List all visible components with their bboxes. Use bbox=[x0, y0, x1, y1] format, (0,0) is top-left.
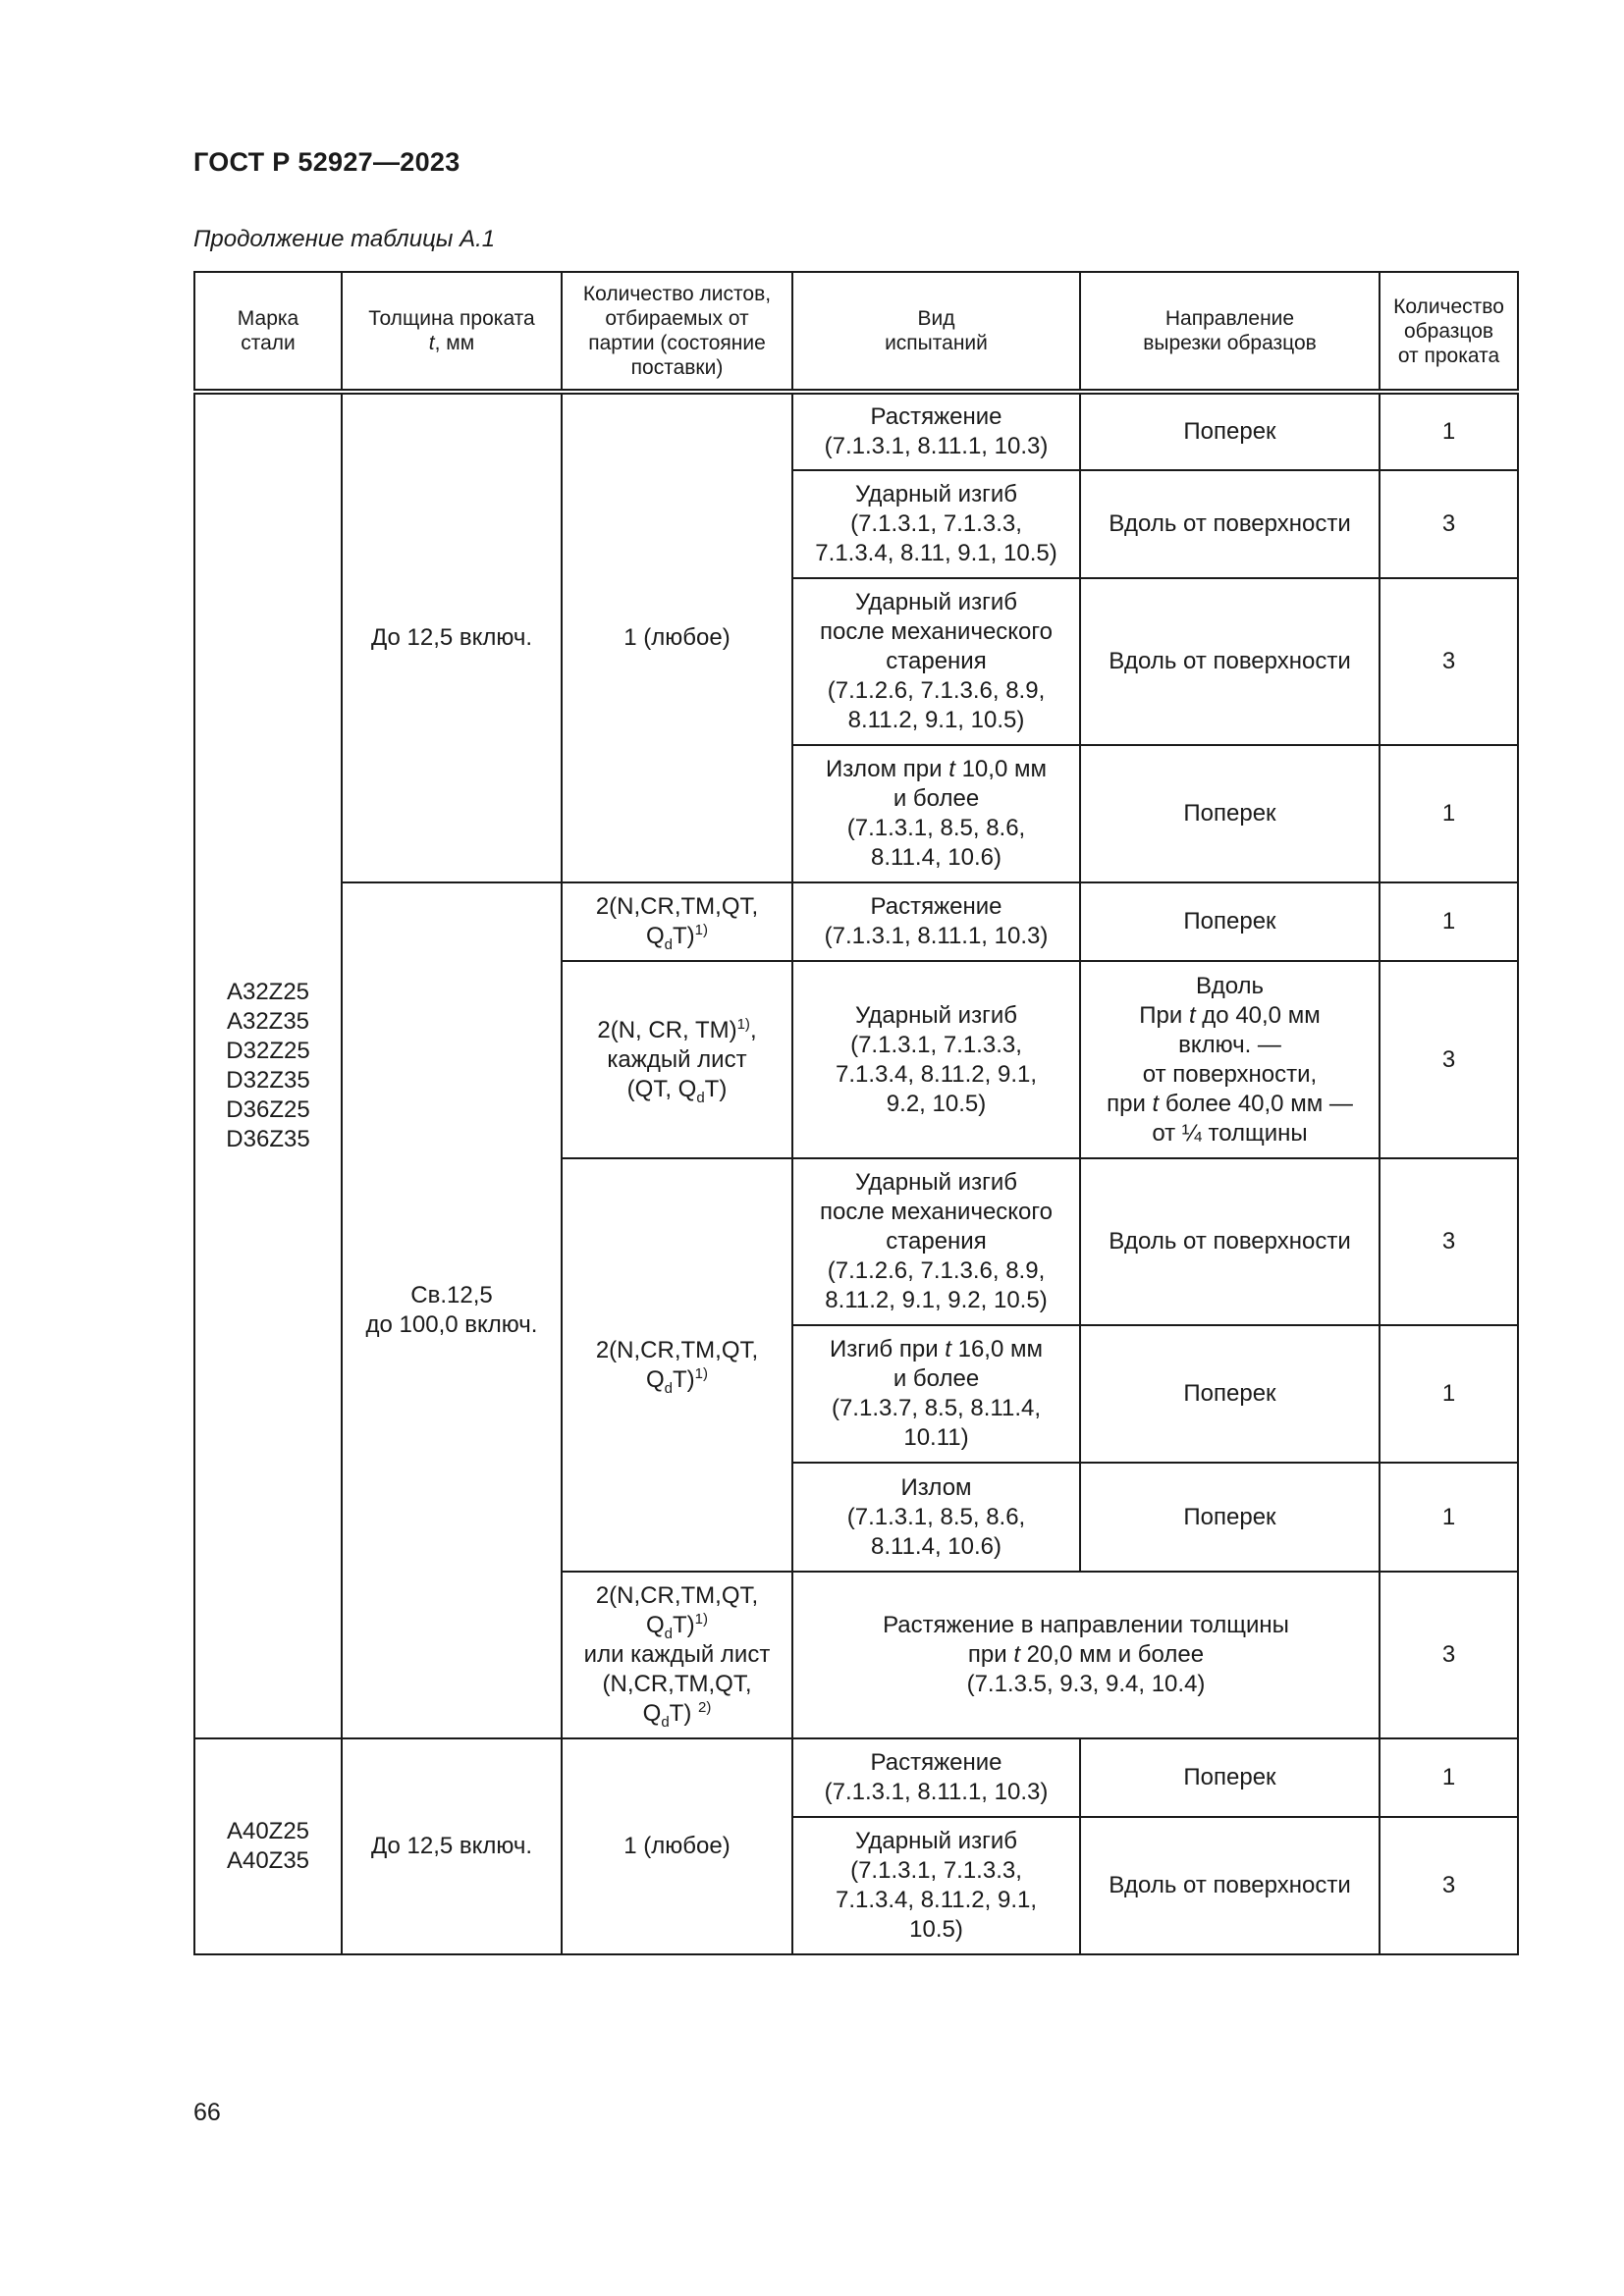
sheets-text: T) bbox=[673, 923, 695, 949]
test-text: 10,0 мм и более (7.1.3.1, 8.5, 8.6, 8.11.4, 10.6) bbox=[846, 756, 1047, 871]
sheets-text: T) bbox=[704, 1075, 728, 1102]
table-header-row bbox=[194, 272, 1518, 392]
sheets-text: T) bbox=[673, 1365, 695, 1393]
footnote-ref: 1) bbox=[736, 1015, 750, 1033]
sheets-text: T) bbox=[673, 1612, 695, 1638]
subscript: d bbox=[664, 1625, 673, 1642]
direction-cell: Поперек bbox=[1080, 1738, 1380, 1817]
test-cell: Растяжение (7.1.3.1, 8.11.1, 10.3) bbox=[792, 392, 1080, 470]
document-code: ГОСТ Р 52927—2023 bbox=[193, 147, 460, 177]
sheets-cell: 1 (любое) bbox=[562, 1738, 792, 1954]
test-cell bbox=[792, 745, 1080, 882]
col-header-direction: Направление вырезки образцов bbox=[1080, 272, 1380, 392]
footnote-ref: 1) bbox=[694, 1611, 708, 1628]
subscript: d bbox=[664, 935, 673, 953]
count-cell: 1 bbox=[1380, 882, 1518, 961]
thickness-variable: t bbox=[1013, 1641, 1021, 1668]
count-cell: 3 bbox=[1380, 961, 1518, 1158]
count-cell: 3 bbox=[1380, 1817, 1518, 1954]
footnote-ref: 1) bbox=[694, 1364, 708, 1382]
col-header-grade: Марка стали bbox=[194, 272, 342, 392]
test-cell bbox=[792, 1572, 1380, 1738]
thickness-variable: t bbox=[1188, 1001, 1196, 1029]
table-row bbox=[194, 1738, 1518, 1817]
count-cell: 3 bbox=[1380, 1572, 1518, 1738]
direction-cell: Поперек bbox=[1080, 1325, 1380, 1463]
test-text: 16,0 мм и более (7.1.3.7, 8.5, 8.11.4, 10.11) bbox=[831, 1336, 1043, 1451]
subscript: d bbox=[664, 1379, 673, 1397]
footnote-ref: 2) bbox=[698, 1699, 712, 1716]
col-header-test: Вид испытаний bbox=[792, 272, 1080, 392]
col-header-thickness-text: Толщина проката bbox=[368, 307, 535, 330]
count-cell: 1 bbox=[1380, 1463, 1518, 1572]
sheets-text: 2(N,CR,TM,QT, Q bbox=[595, 1336, 759, 1393]
direction-text: более 40,0 мм — от ¼ толщины bbox=[1152, 1090, 1353, 1147]
col-header-thickness-unit: , мм bbox=[434, 332, 475, 354]
test-cell: Ударный изгиб после механического старения (7.1.2.6, 7.1.3.6, 8.9, 8.11.2, 9.1, 9.2, 10.5) bbox=[792, 1158, 1080, 1325]
test-cell: Растяжение (7.1.3.1, 8.11.1, 10.3) bbox=[792, 1738, 1080, 1817]
thickness-cell: До 12,5 включ. bbox=[342, 1738, 562, 1954]
test-text: Изгиб при bbox=[830, 1336, 946, 1362]
thickness-cell: Св.12,5 до 100,0 включ. bbox=[342, 882, 562, 1738]
grade-cell: A32Z25 A32Z35 D32Z25 D32Z35 D36Z25 D36Z35 bbox=[194, 392, 342, 1738]
col-header-count: Количество образцов от проката bbox=[1380, 272, 1518, 392]
page-number: 66 bbox=[193, 2099, 221, 2126]
subscript: d bbox=[661, 1713, 670, 1731]
direction-cell: Поперек bbox=[1080, 1463, 1380, 1572]
count-cell: 1 bbox=[1380, 1325, 1518, 1463]
sheets-cell bbox=[562, 961, 792, 1158]
count-cell: 3 bbox=[1380, 1158, 1518, 1325]
test-cell: Излом (7.1.3.1, 8.5, 8.6, 8.11.4, 10.6) bbox=[792, 1463, 1080, 1572]
sheets-cell bbox=[562, 882, 792, 961]
thickness-variable: t bbox=[945, 1336, 951, 1362]
sheets-text: , каждый лист (QT, Q bbox=[607, 1016, 757, 1102]
thickness-variable: t bbox=[948, 756, 955, 782]
count-cell: 1 bbox=[1380, 392, 1518, 470]
subscript: d bbox=[696, 1089, 705, 1106]
count-cell: 1 bbox=[1380, 745, 1518, 882]
test-text: Растяжение в направлении толщины при bbox=[883, 1612, 1289, 1668]
test-cell: Ударный изгиб (7.1.3.1, 7.1.3.3, 7.1.3.4, 8.11.2, 9.1, 9.2, 10.5) bbox=[792, 961, 1080, 1158]
footnote-ref: 1) bbox=[694, 922, 708, 938]
direction-cell: Вдоль от поверхности bbox=[1080, 470, 1380, 578]
direction-text: Вдоль При bbox=[1139, 972, 1265, 1029]
sheets-cell bbox=[562, 1572, 792, 1738]
direction-cell bbox=[1080, 961, 1380, 1158]
col-header-thickness bbox=[342, 272, 562, 392]
direction-cell: Вдоль от поверхности bbox=[1080, 1817, 1380, 1954]
test-cell: Ударный изгиб (7.1.3.1, 7.1.3.3, 7.1.3.4, 8.11.2, 9.1, 10.5) bbox=[792, 1817, 1080, 1954]
direction-cell: Поперек bbox=[1080, 882, 1380, 961]
thickness-cell: До 12,5 включ. bbox=[342, 392, 562, 882]
sheets-text: 2(N,CR,TM,QT, Q bbox=[595, 893, 759, 949]
test-text: Излом при bbox=[826, 756, 949, 782]
direction-cell: Поперек bbox=[1080, 745, 1380, 882]
sheets-cell bbox=[562, 1158, 792, 1572]
table-caption: Продолжение таблицы А.1 bbox=[193, 226, 496, 252]
count-cell: 3 bbox=[1380, 470, 1518, 578]
sheets-text: T) bbox=[669, 1700, 698, 1727]
direction-cell: Поперек bbox=[1080, 392, 1380, 470]
test-cell: Растяжение (7.1.3.1, 8.11.1, 10.3) bbox=[792, 882, 1080, 961]
direction-cell: Вдоль от поверхности bbox=[1080, 1158, 1380, 1325]
direction-text: до 40,0 мм включ. — от поверхности, при bbox=[1107, 1001, 1321, 1117]
count-cell: 3 bbox=[1380, 578, 1518, 745]
table-row bbox=[194, 392, 1518, 470]
sheets-text: 2(N,CR,TM,QT, Q bbox=[595, 1582, 759, 1638]
col-header-thickness-var: t bbox=[428, 332, 435, 354]
direction-cell: Вдоль от поверхности bbox=[1080, 578, 1380, 745]
test-cell: Ударный изгиб (7.1.3.1, 7.1.3.3, 7.1.3.4, 8.11, 9.1, 10.5) bbox=[792, 470, 1080, 578]
sheets-cell: 1 (любое) bbox=[562, 392, 792, 882]
sheets-text: 2(N, CR, TM) bbox=[597, 1016, 737, 1043]
test-cell: Ударный изгиб после механического старения (7.1.2.6, 7.1.3.6, 8.9, 8.11.2, 9.1, 10.5) bbox=[792, 578, 1080, 745]
test-cell bbox=[792, 1325, 1080, 1463]
col-header-sheets: Количество листов, отбираемых от партии (состояние поставки) bbox=[562, 272, 792, 392]
table-row bbox=[194, 882, 1518, 961]
grade-cell: A40Z25 A40Z35 bbox=[194, 1738, 342, 1954]
test-text: 20,0 мм и более (7.1.3.5, 9.3, 9.4, 10.4) bbox=[966, 1641, 1206, 1697]
specimen-table bbox=[193, 271, 1519, 1955]
sheets-text: или каждый лист (N,CR,TM,QT, Q bbox=[583, 1641, 771, 1727]
count-cell: 1 bbox=[1380, 1738, 1518, 1817]
thickness-variable: t bbox=[1152, 1090, 1160, 1117]
